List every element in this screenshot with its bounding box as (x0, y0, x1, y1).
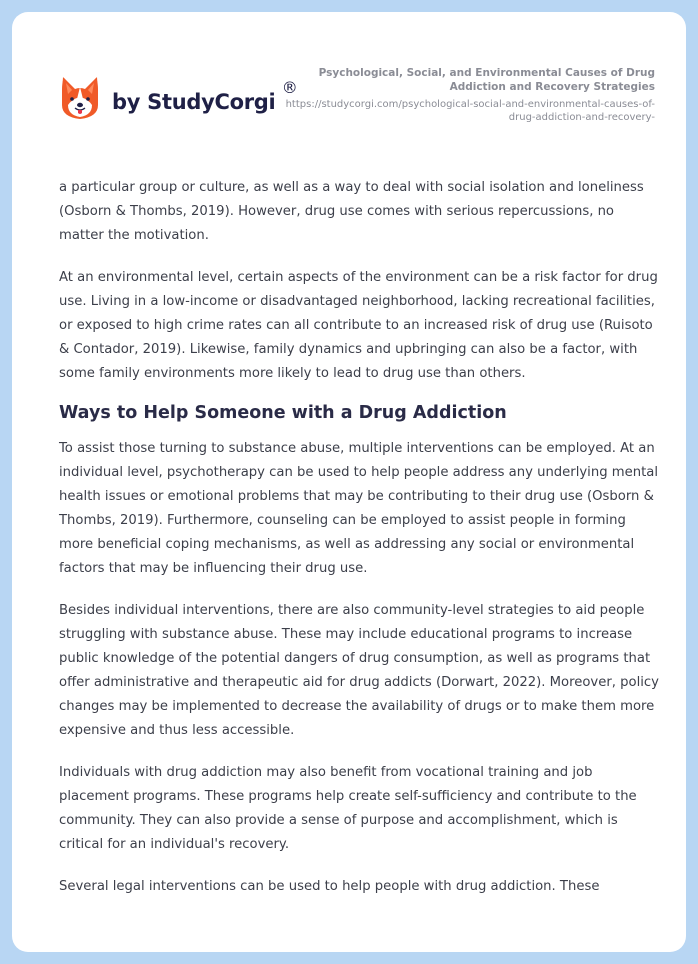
corgi-icon (60, 75, 100, 121)
paragraph: a particular group or culture, as well as a way to deal with social isolation and loneliness (Osborn & Thombs, 2019). However, drug use comes with serious repercussions, no matter the motivation. (59, 180, 644, 243)
document-title: Psychological, Social, and Environmental Causes of Drug Addiction and Recovery Strategies (318, 67, 655, 93)
document-meta (275, 66, 655, 124)
paragraph: Besides individual interventions, there are also community-level strategies to aid people struggling with substance abuse. These may include educational programs to increase public knowledge of the potential dangers of drug consumption, as well as programs that offer administrative and therapeutic aid for drug addicts (Dorwart, 2022). Moreover, policy changes may be implemented to decrease the availability of drugs or to make them more expensive and thus less accessible. (59, 603, 659, 738)
brand-logo[interactable] (60, 75, 298, 121)
paragraph: Individuals with drug addiction may also benefit from vocational training and job placement programs. These programs help create self-sufficiency and contribute to the community. They can also provide a sense of purpose and accomplishment, which is critical for an individual's recovery. (59, 765, 637, 852)
brand-name (112, 78, 298, 114)
section-heading: Ways to Help Someone with a Drug Addiction (59, 403, 507, 423)
document-page (12, 12, 686, 952)
article-body (59, 176, 659, 917)
paragraph: At an environmental level, certain aspects of the environment can be a risk factor for drug use. Living in a low-income or disadvantaged neighborhood, lacking recreational facilities, or exposed to high crime rates can all contribute to an increased risk of drug use (Ruisoto & Contador, 2019). Likewise, family dynamics and upbringing can also be a factor, with some family environments more likely to lead to drug use than others. (59, 270, 658, 381)
brand-name-text: by StudyCorgi (112, 90, 276, 114)
document-url[interactable]: https://studycorgi.com/psychological-social-and-environmental-causes-of-drug-addiction-and-recovery- (285, 99, 655, 123)
registered-mark: ® (281, 78, 298, 97)
paragraph: To assist those turning to substance abuse, multiple interventions can be employed. At an individual level, psychotherapy can be used to help people address any underlying mental health issues or emotional problems that may be contributing to their drug use (Osborn & Thombs, 2019). Furthermore, counseling can be employed to assist people in forming more beneficial coping mechanisms, as well as addressing any social or environmental factors that may be influencing their drug use. (59, 441, 659, 576)
paragraph: Several legal interventions can be used to help people with drug addiction. These (59, 879, 600, 894)
page-header (12, 12, 686, 162)
